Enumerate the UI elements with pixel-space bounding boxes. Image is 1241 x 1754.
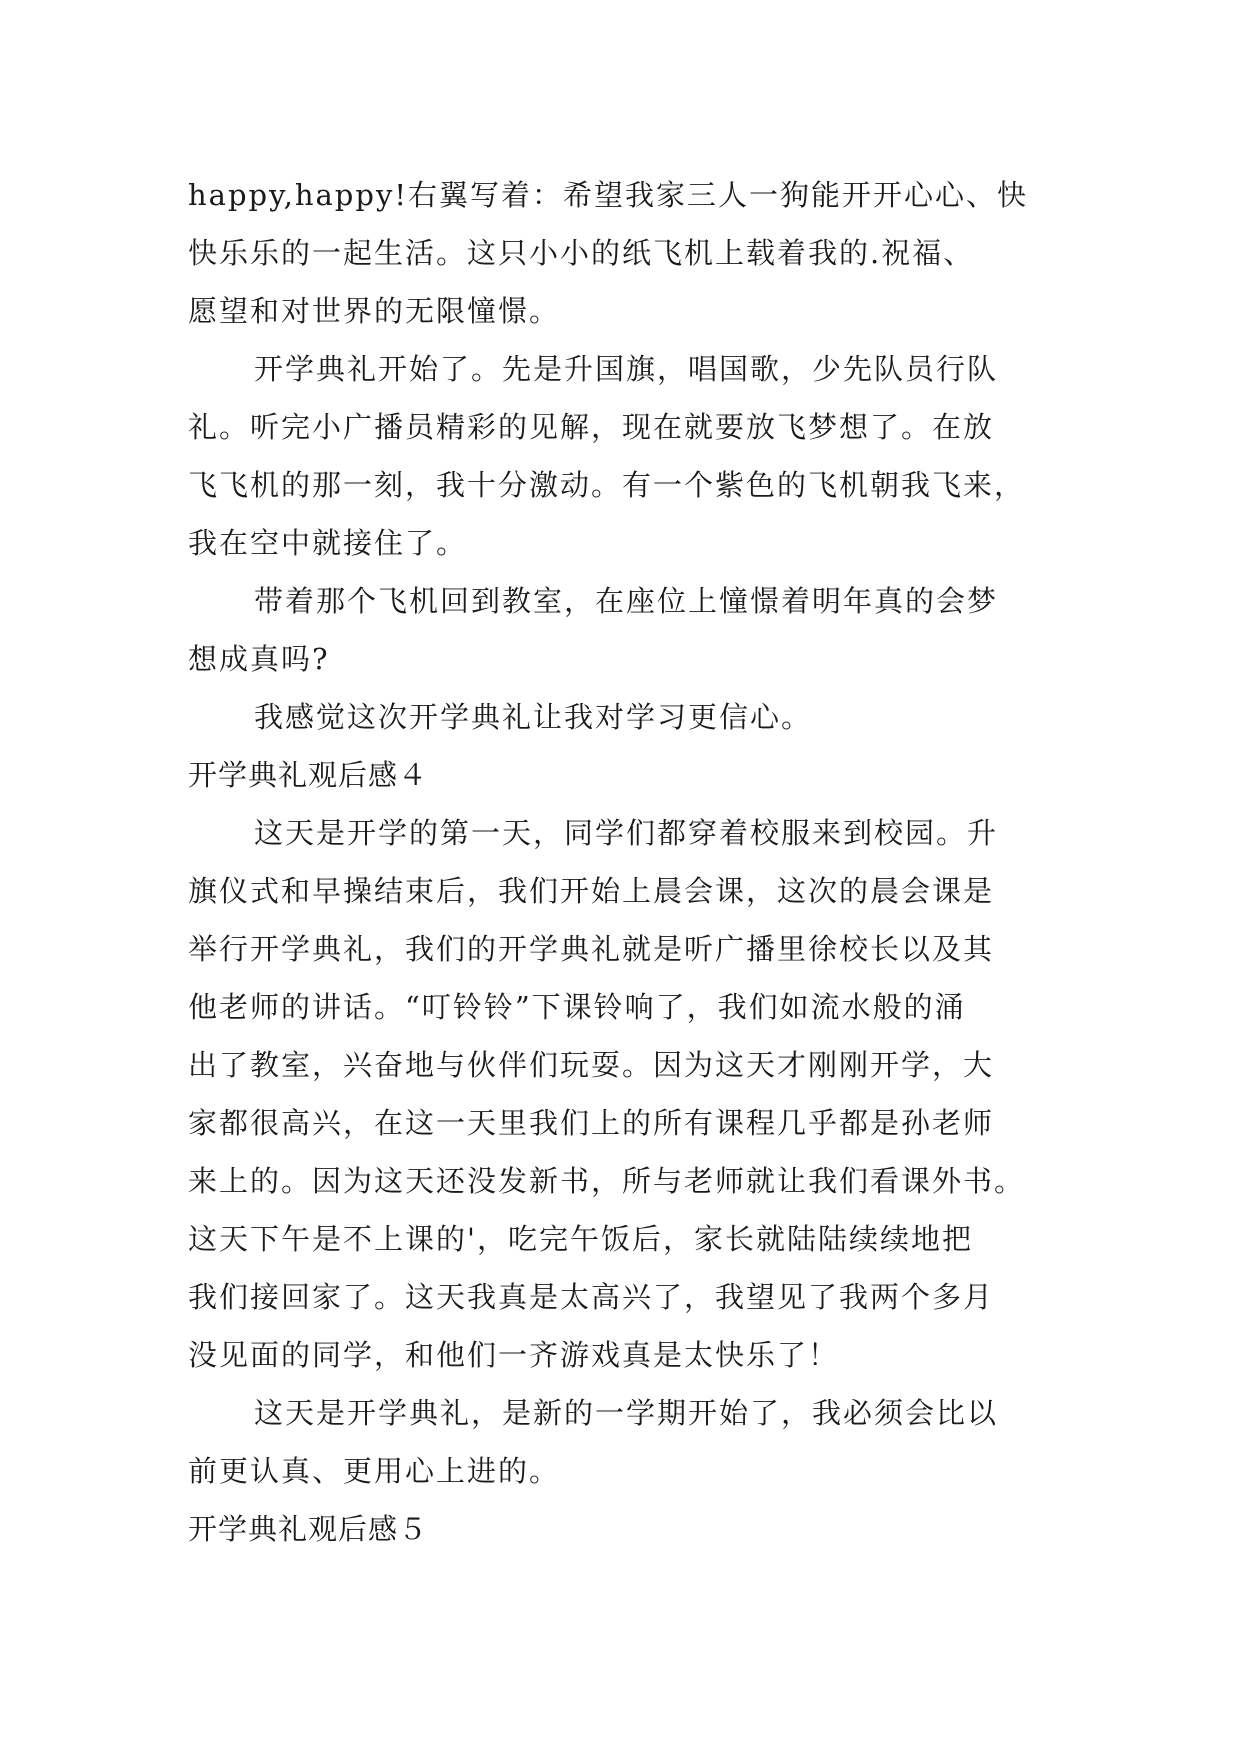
text-line: 来上的。因为这天还没发新书，所与老师就让我们看课外书。 — [188, 1164, 1026, 1198]
text-line: 出了教室，兴奋地与伙伴们玩耍。因为这天才刚刚开学，大 — [188, 1048, 995, 1082]
text-line: 这天是开学典礼，是新的一学期开始了，我必须会比以 — [254, 1396, 999, 1430]
text-line: 想成真吗? — [188, 642, 330, 676]
paragraph — [188, 572, 1058, 688]
text-line: 快乐乐的一起生活。这只小小的纸飞机上载着我的.祝福、 — [188, 236, 975, 270]
text-line: 飞飞机的那一刻，我十分激动。有一个紫色的飞机朝我飞来， — [188, 468, 1026, 502]
text-line: 愿望和对世界的无限憧憬。 — [188, 294, 561, 328]
text-line: 旗仪式和早操结束后，我们开始上晨会课，这次的晨会课是 — [188, 874, 995, 908]
paragraph — [188, 340, 1058, 572]
section-heading: 开学典礼观后感５ — [188, 1512, 429, 1546]
paragraph — [188, 688, 1058, 746]
paragraph — [188, 166, 1058, 340]
text-line: 前更认真、更用心上进的。 — [188, 1454, 561, 1488]
text-line: 这天下午是不上课的'，吃完午饭后，家长就陆陆续续地把 — [188, 1222, 973, 1256]
text-line: 开学典礼开始了。先是升国旗，唱国歌，少先队员行队 — [254, 352, 999, 386]
text-line: 家都很高兴，在这一天里我们上的所有课程几乎都是孙老师 — [188, 1106, 995, 1140]
text-line: 这天是开学的第一天，同学们都穿着校服来到校园。升 — [254, 816, 999, 850]
text-line: 没见面的同学，和他们一齐游戏真是太快乐了！ — [188, 1338, 840, 1372]
text-line: happy,happy!右翼写着：希望我家三人一狗能开开心心、快 — [188, 178, 1028, 212]
section-heading: 开学典礼观后感４ — [188, 758, 429, 792]
text-line: 举行开学典礼，我们的开学典礼就是听广播里徐校长以及其 — [188, 932, 995, 966]
text-line: 他老师的讲话。“叮铃铃”下课铃响了，我们如流水般的涌 — [188, 990, 966, 1024]
text-line: 我在空中就接住了。 — [188, 526, 468, 560]
text-line: 我们接回家了。这天我真是太高兴了，我望见了我两个多月 — [188, 1280, 995, 1314]
text-line: 礼。听完小广播员精彩的见解，现在就要放飞梦想了。在放 — [188, 410, 995, 444]
text-line: 我感觉这次开学典礼让我对学习更信心。 — [254, 700, 813, 734]
paragraph — [188, 1384, 1058, 1500]
text-line: 带着那个飞机回到教室，在座位上憧憬着明年真的会梦 — [254, 584, 999, 618]
document-page — [188, 166, 1058, 1558]
paragraph — [188, 804, 1058, 1384]
